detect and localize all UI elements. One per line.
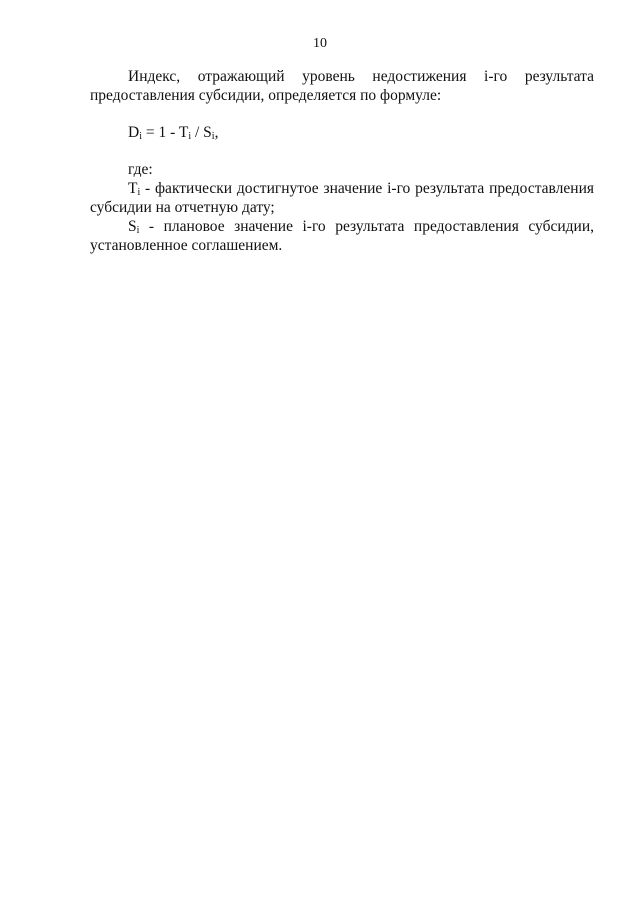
formula-s: S: [203, 124, 212, 141]
definition-s-line-2: установленное соглашением.: [90, 237, 283, 254]
intro-line-1: Индекс, отражающий уровень недостижения i-го результата: [128, 68, 594, 85]
formula-sub: i: [188, 131, 192, 142]
intro-paragraph: [90, 67, 594, 105]
definition-t-line-1: [90, 179, 594, 198]
definition-s-line-1: [90, 217, 594, 236]
formula-slash: /: [191, 124, 204, 141]
symbol: S: [128, 218, 137, 235]
definition-t-line-2: субсидии на отчетную дату;: [90, 199, 275, 216]
formula-t: T: [178, 124, 189, 141]
where-label: где:: [128, 161, 153, 178]
symbol-sub: i: [136, 225, 140, 236]
page-number: 10: [313, 36, 327, 51]
definition-s: [90, 217, 594, 255]
definition-text: - плановое значение i-го результата предоставления субсидии,: [139, 218, 594, 235]
definition-t: [90, 179, 594, 217]
formula-end: ,: [214, 124, 219, 141]
intro-line-2: предоставления субсидии, определяется по формуле:: [90, 87, 442, 104]
formula-sub: i: [139, 131, 142, 142]
formula: [90, 123, 594, 142]
formula-sub: i: [211, 131, 215, 142]
formula-eq: = 1 -: [141, 124, 179, 141]
definition-text: - фактически достигнутое значение i-го результата предоставления: [140, 180, 594, 197]
symbol: T: [128, 180, 138, 197]
symbol-sub: i: [137, 187, 141, 198]
formula-d: D: [128, 124, 140, 141]
